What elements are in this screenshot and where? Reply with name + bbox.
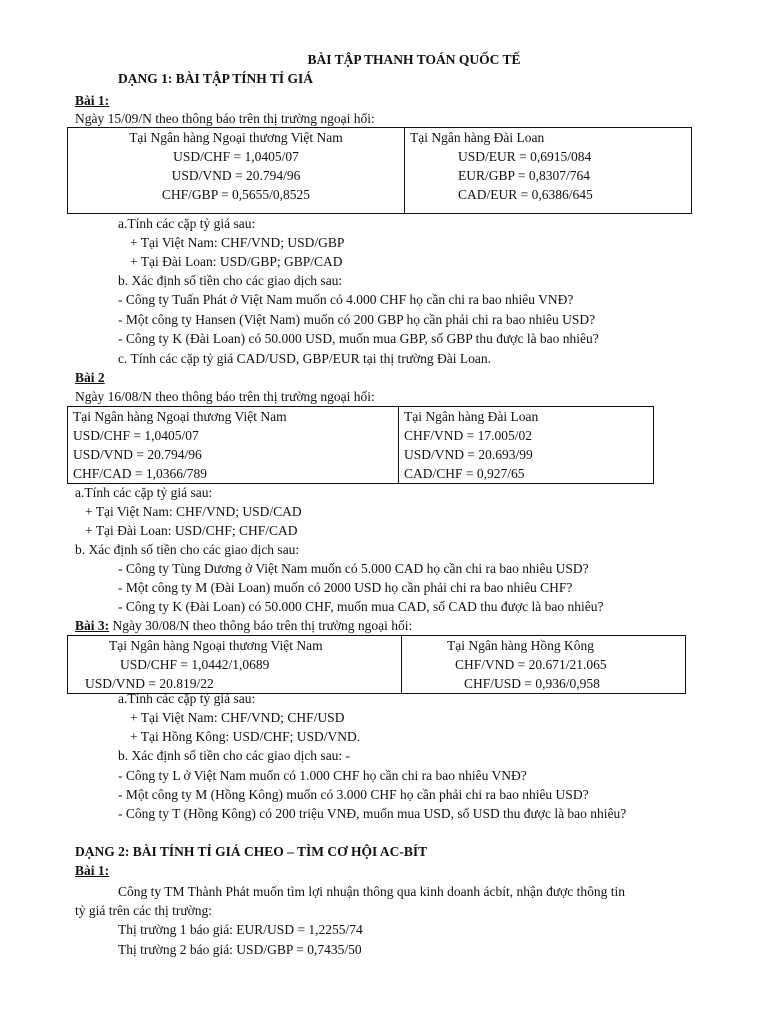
s2-ex1-market2: Thị trường 2 báo giá: USD/GBP = 0,7435/50 [118,942,362,957]
ex2-left-row: CHF/CAD = 1,0366/789 [73,466,208,481]
ex2-line: + Tại Việt Nam: CHF/VND; USD/CAD [85,504,302,519]
ex3-line: a.Tính các cặp tỷ giá sau: [118,691,256,706]
ex3-left-row: USD/VND = 20.819/22 [85,676,214,691]
ex1-right-row: CAD/EUR = 0,6386/645 [458,187,593,202]
ex1-right-cell [405,128,692,214]
ex1-line: b. Xác định số tiền cho các giao dịch sau: [118,273,343,288]
ex3-intro: Ngày 30/08/N theo thông báo trên thị trường ngoại hối: [112,618,413,633]
ex1-line: - Công ty K (Đài Loan) có 50.000 USD, muốn mua GBP, số GBP thu được là bao nhiêu? [118,331,599,346]
ex3-rate-table [67,635,686,694]
ex1-left-row: CHF/GBP = 0,5655/0,8525 [161,187,311,202]
document-title: BÀI TẬP THANH TOÁN QUỐC TẾ [307,52,521,67]
ex2-left-row: USD/CHF = 1,0405/07 [73,428,199,443]
ex1-right-row: EUR/GBP = 0,8307/764 [458,168,591,183]
ex3-left-cell [68,636,402,694]
section1-heading: DẠNG 1: BÀI TẬP TÍNH TỈ GIÁ [118,71,314,86]
ex1-label: Bài 1: [75,93,110,108]
ex1-intro: Ngày 15/09/N theo thông báo trên thị trường ngoại hối: [75,111,375,126]
ex1-line: + Tại Việt Nam: CHF/VND; USD/GBP [130,235,345,250]
ex3-right-header: Tại Ngân hàng Hồng Kông [447,638,594,653]
ex2-right-header: Tại Ngân hàng Đài Loan [404,409,539,424]
ex1-line: a.Tính các cặp tỷ giá sau: [118,216,256,231]
ex2-left-header: Tại Ngân hàng Ngoại thương Việt Nam [73,409,287,424]
ex1-left-cell [68,128,405,214]
ex2-right-cell [399,407,654,484]
s2-ex1-paragraph-line1: Công ty TM Thành Phát muốn tìm lợi nhuận thông qua kinh doanh ácbít, nhận được thông tin [118,884,626,899]
ex3-left-row: USD/CHF = 1,0442/1,0689 [120,657,270,672]
ex1-rate-table [67,127,692,214]
ex2-right-row: CAD/CHF = 0,927/65 [404,466,525,481]
ex3-line: - Công ty L ở Việt Nam muốn có 1.000 CHF họ cần chi ra bao nhiêu VNĐ? [118,768,527,783]
ex1-left-header: Tại Ngân hàng Ngoại thương Việt Nam [129,130,343,145]
ex3-line: - Một công ty M (Hồng Kông) muốn có 3.000 CHF họ cần phải chi ra bao nhiêu USD? [118,787,589,802]
ex3-line: + Tại Hồng Kông: USD/CHF; USD/VND. [130,729,361,744]
ex2-label: Bài 2 [75,370,105,385]
ex2-rate-table [67,406,654,484]
ex2-intro: Ngày 16/08/N theo thông báo trên thị trường ngoại hối: [75,389,375,404]
ex1-line: c. Tính các cặp tỷ giá CAD/USD, GBP/EUR tại thị trường Đài Loan. [118,351,492,366]
ex3-right-cell [402,636,686,694]
ex1-right-row: USD/EUR = 0,6915/084 [458,149,592,164]
ex1-line: - Một công ty Hansen (Việt Nam) muốn có 200 GBP họ cần phải chi ra bao nhiêu USD? [118,312,596,327]
ex3-line: b. Xác định số tiền cho các giao dịch sau: - [118,748,351,763]
ex1-left-row: USD/VND = 20.794/96 [171,168,301,183]
section2-heading: DẠNG 2: BÀI TÍNH TỈ GIÁ CHEO – TÌM CƠ HỘI AC-BÍT [75,844,428,859]
ex2-left-row: USD/VND = 20.794/96 [73,447,202,462]
ex3-left-header: Tại Ngân hàng Ngoại thương Việt Nam [109,638,323,653]
ex1-line: - Công ty Tuấn Phát ở Việt Nam muốn có 4.000 CHF họ cần chi ra bao nhiêu VNĐ? [118,292,574,307]
ex3-right-row: CHF/VND = 20.671/21.065 [455,657,607,672]
ex2-right-row: USD/VND = 20.693/99 [404,447,533,462]
ex2-left-cell [68,407,399,484]
ex2-line: + Tại Đài Loan: USD/CHF; CHF/CAD [85,523,298,538]
ex2-line: - Một công ty M (Đài Loan) muốn có 2000 USD họ cần phải chi ra bao nhiêu CHF? [118,580,573,595]
ex3-right-row: CHF/USD = 0,936/0,958 [464,676,600,691]
ex3-line: + Tại Việt Nam: CHF/VND; CHF/USD [130,710,345,725]
ex3-label: Bài 3: [75,618,110,633]
ex2-right-row: CHF/VND = 17.005/02 [404,428,532,443]
s2-ex1-label: Bài 1: [75,863,110,878]
ex2-line: a.Tính các cặp tỷ giá sau: [75,485,213,500]
s2-ex1-market1: Thị trường 1 báo giá: EUR/USD = 1,2255/74 [118,922,363,937]
ex2-line: b. Xác định số tiền cho các giao dịch sau: [75,542,300,557]
ex3-heading-line [75,616,412,635]
ex1-line: + Tại Đài Loan: USD/GBP; GBP/CAD [130,254,343,269]
s2-ex1-paragraph-line2: tỷ giá trên các thị trường: [75,903,213,918]
ex1-right-header: Tại Ngân hàng Đài Loan [410,130,545,145]
ex2-line: - Công ty Tùng Dương ở Việt Nam muốn có 5.000 CAD họ cần chi ra bao nhiêu USD? [118,561,589,576]
ex3-line: - Công ty T (Hồng Kông) có 200 triệu VNĐ, muốn mua USD, số USD thu được là bao nhiêu? [118,806,627,821]
ex1-left-row: USD/CHF = 1,0405/07 [173,149,299,164]
ex2-line: - Công ty K (Đài Loan) có 50.000 CHF, muốn mua CAD, số CAD thu được là bao nhiêu? [118,599,604,614]
